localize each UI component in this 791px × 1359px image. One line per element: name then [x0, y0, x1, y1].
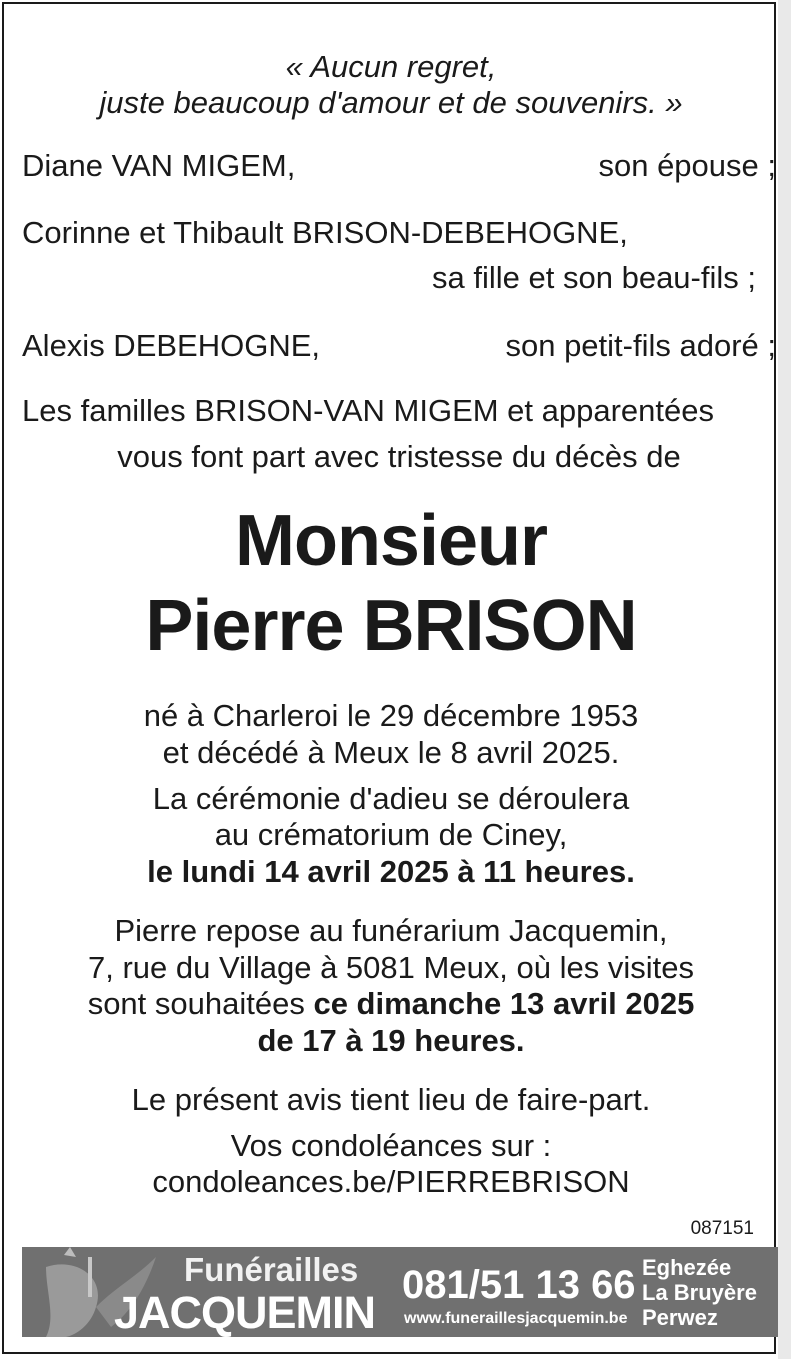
reference-number: 087151 — [690, 1218, 754, 1239]
rest-line-2: 7, rue du Village à 5081 Meux, où les visites — [87, 950, 694, 985]
quote-line-1: « Aucun regret, — [285, 49, 497, 84]
condolences-link[interactable]: condoleances.be/PIERREBRISON — [152, 1164, 630, 1199]
family-name: Alexis DEBEHOGNE, — [22, 328, 321, 363]
rest-line-1: Pierre repose au funérarium Jacquemin, — [114, 913, 668, 948]
visit-hours: de 17 à 19 heures. — [257, 1023, 525, 1058]
page-gutter — [778, 0, 791, 1359]
brand-bottom: JACQUEMIN — [114, 1287, 376, 1337]
condolences-label: Vos condoléances sur : — [230, 1128, 552, 1163]
phone-number[interactable]: 081/51 13 66 — [402, 1263, 636, 1307]
family-row-grandson — [22, 327, 776, 365]
family-row-spouse — [22, 147, 776, 185]
birth-line: né à Charleroi le 29 décembre 1953 — [143, 698, 639, 733]
ceremony-line-1: La cérémonie d'adieu se déroulera — [152, 781, 630, 816]
deceased-name: Pierre BRISON — [145, 586, 637, 666]
towns-list — [642, 1255, 757, 1330]
family-relation: son épouse ; — [598, 148, 776, 183]
rest-line-3 — [4, 986, 778, 1022]
family-row-daughter — [22, 214, 776, 252]
family-name: Diane VAN MIGEM, — [22, 148, 296, 183]
funeral-home-banner — [22, 1247, 778, 1337]
notice-frame — [2, 2, 776, 1354]
town-perwez: Perwez — [642, 1305, 718, 1330]
rest-line-3-text: sont souhaitées — [87, 986, 314, 1021]
notice-line: Le présent avis tient lieu de faire-part. — [131, 1082, 651, 1117]
announce-line-1: Les familles BRISON-VAN MIGEM et apparentées — [22, 393, 715, 428]
town-eghezee: Eghezée — [642, 1255, 732, 1280]
announce-line-2: vous font part avec tristesse du décès de — [117, 439, 681, 474]
ceremony-line-2: au crématorium de Ciney, — [214, 817, 568, 852]
website-link[interactable]: www.funeraillesjacquemin.be — [404, 1310, 628, 1327]
visit-date: ce dimanche 13 avril 2025 — [313, 986, 695, 1021]
family-name: Corinne et Thibault BRISON-DEBEHOGNE, — [22, 215, 628, 250]
family-relation: sa fille et son beau-fils ; — [432, 260, 756, 295]
brand-top: Funérailles — [184, 1251, 359, 1288]
deceased-title: Monsieur — [234, 501, 548, 581]
ceremony-date: le lundi 14 avril 2025 à 11 heures. — [147, 854, 635, 889]
town-la-bruyere: La Bruyère — [642, 1280, 757, 1305]
family-relation: son petit-fils adoré ; — [505, 328, 776, 363]
death-line: et décédé à Meux le 8 avril 2025. — [162, 735, 620, 770]
quote-line-2: juste beaucoup d'amour et de souvenirs. » — [99, 85, 683, 120]
